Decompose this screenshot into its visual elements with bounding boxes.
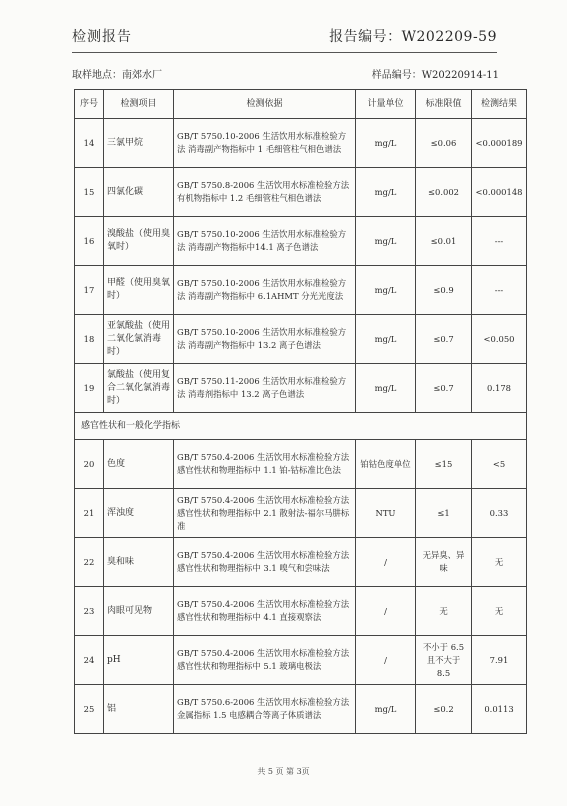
cell-result: --- xyxy=(472,266,527,315)
table-row xyxy=(75,266,527,315)
cell-item: 三氯甲烷 xyxy=(104,119,174,168)
cell-limit: 不小于 6.5 且不大于 8.5 xyxy=(416,636,472,685)
cell-unit: / xyxy=(356,538,416,587)
cell-no: 25 xyxy=(75,685,104,734)
col-header-no: 序号 xyxy=(75,90,104,119)
cell-limit: ≤0.01 xyxy=(416,217,472,266)
document-title: 检测报告 xyxy=(72,29,132,45)
page-footer: 共 5 页 第 3页 xyxy=(257,767,310,776)
cell-limit: ≤1 xyxy=(416,489,472,538)
col-header-item: 检测项目 xyxy=(104,90,174,119)
cell-basis: GB/T 5750.4-2006 生活饮用水标准检验方法 感官性状和物理指标中 3.1 嗅气和尝味法 xyxy=(174,538,356,587)
cell-item: 溴酸盐（使用臭氧时） xyxy=(104,217,174,266)
cell-result: 无 xyxy=(472,587,527,636)
cell-unit: mg/L xyxy=(356,364,416,413)
cell-unit: mg/L xyxy=(356,315,416,364)
cell-no: 17 xyxy=(75,266,104,315)
cell-unit: mg/L xyxy=(356,217,416,266)
cell-item: pH xyxy=(104,636,174,685)
cell-result: 0.178 xyxy=(472,364,527,413)
table-row xyxy=(75,440,527,489)
cell-no: 15 xyxy=(75,168,104,217)
cell-limit: ≤0.9 xyxy=(416,266,472,315)
cell-unit: mg/L xyxy=(356,119,416,168)
cell-basis: GB/T 5750.11-2006 生活饮用水标准检验方法 消毒剂指标中 13.2 离子色谱法 xyxy=(174,364,356,413)
test-results-table xyxy=(74,89,527,734)
cell-basis: GB/T 5750.4-2006 生活饮用水标准检验方法 感官性状和物理指标中 5.1 玻璃电极法 xyxy=(174,636,356,685)
cell-limit: ≤0.06 xyxy=(416,119,472,168)
table-row xyxy=(75,217,527,266)
cell-basis: GB/T 5750.4-2006 生活饮用水标准检验方法 感官性状和物理指标中 4.1 直接观察法 xyxy=(174,587,356,636)
cell-basis: GB/T 5750.4-2006 生活饮用水标准检验方法 感官性状和物理指标中 2.1 散射法-福尔马肼标准 xyxy=(174,489,356,538)
cell-result: <0.000189 xyxy=(472,119,527,168)
cell-no: 19 xyxy=(75,364,104,413)
cell-limit: ≤0.7 xyxy=(416,364,472,413)
cell-result: <0.000148 xyxy=(472,168,527,217)
cell-limit: 无 xyxy=(416,587,472,636)
cell-item: 四氯化碳 xyxy=(104,168,174,217)
cell-basis: GB/T 5750.10-2006 生活饮用水标准检验方法 消毒副产物指标中 13.2 离子色谱法 xyxy=(174,315,356,364)
cell-no: 16 xyxy=(75,217,104,266)
table-row xyxy=(75,587,527,636)
col-header-limit: 标准限值 xyxy=(416,90,472,119)
cell-unit: / xyxy=(356,636,416,685)
cell-no: 23 xyxy=(75,587,104,636)
cell-item: 臭和味 xyxy=(104,538,174,587)
cell-unit: NTU xyxy=(356,489,416,538)
section-row xyxy=(75,413,527,440)
cell-result: <0.050 xyxy=(472,315,527,364)
report-number: 报告编号：W202209-59 xyxy=(329,29,497,45)
cell-limit: ≤0.002 xyxy=(416,168,472,217)
table-row xyxy=(75,364,527,413)
cell-item: 色度 xyxy=(104,440,174,489)
col-header-unit: 计量单位 xyxy=(356,90,416,119)
table-row xyxy=(75,685,527,734)
cell-unit: mg/L xyxy=(356,168,416,217)
cell-item: 铝 xyxy=(104,685,174,734)
cell-limit: 无异臭、异味 xyxy=(416,538,472,587)
table-row xyxy=(75,489,527,538)
table-row xyxy=(75,315,527,364)
cell-result: 无 xyxy=(472,538,527,587)
cell-limit: ≤15 xyxy=(416,440,472,489)
cell-unit: mg/L xyxy=(356,266,416,315)
cell-basis: GB/T 5750.4-2006 生活饮用水标准检验方法 感官性状和物理指标中 1.1 铂-钴标准比色法 xyxy=(174,440,356,489)
sample-number: 样品编号：W20220914-11 xyxy=(371,70,499,81)
cell-result: 0.33 xyxy=(472,489,527,538)
cell-no: 22 xyxy=(75,538,104,587)
report-header xyxy=(72,26,497,53)
cell-basis: GB/T 5750.10-2006 生活饮用水标准检验方法 消毒副产物指标中14.1 离子色谱法 xyxy=(174,217,356,266)
cell-no: 14 xyxy=(75,119,104,168)
sampling-location: 取样地点：南郊水厂 xyxy=(72,70,162,81)
cell-basis: GB/T 5750.10-2006 生活饮用水标准检验方法 消毒副产物指标中 6.1AHMT 分光光度法 xyxy=(174,266,356,315)
table-row xyxy=(75,538,527,587)
cell-basis: GB/T 5750.10-2006 生活饮用水标准检验方法 消毒副产物指标中 1 毛细管柱气相色谱法 xyxy=(174,119,356,168)
cell-no: 21 xyxy=(75,489,104,538)
cell-basis: GB/T 5750.6-2006 生活饮用水标准检验方法 金属指标 1.5 电感耦合等离子体质谱法 xyxy=(174,685,356,734)
cell-item: 甲醛（使用臭氧时） xyxy=(104,266,174,315)
cell-result: 7.91 xyxy=(472,636,527,685)
cell-basis: GB/T 5750.8-2006 生活饮用水标准检验方法 有机物指标中 1.2 毛细管柱气相色谱法 xyxy=(174,168,356,217)
cell-unit: / xyxy=(356,587,416,636)
cell-item: 亚氯酸盐（使用二氧化氯消毒时） xyxy=(104,315,174,364)
cell-limit: ≤0.2 xyxy=(416,685,472,734)
section-title: 感官性状和一般化学指标 xyxy=(75,413,527,440)
table-row xyxy=(75,636,527,685)
cell-no: 18 xyxy=(75,315,104,364)
cell-no: 24 xyxy=(75,636,104,685)
table-row xyxy=(75,119,527,168)
cell-result: --- xyxy=(472,217,527,266)
cell-item: 氯酸盐（使用复合二氧化氯消毒时） xyxy=(104,364,174,413)
cell-unit: mg/L xyxy=(356,685,416,734)
cell-result: <5 xyxy=(472,440,527,489)
table-header-row xyxy=(75,90,527,119)
col-header-result: 检测结果 xyxy=(472,90,527,119)
cell-unit: 铂钴色度单位 xyxy=(356,440,416,489)
table-row xyxy=(75,168,527,217)
col-header-basis: 检测依据 xyxy=(174,90,356,119)
cell-item: 浑浊度 xyxy=(104,489,174,538)
cell-limit: ≤0.7 xyxy=(416,315,472,364)
cell-item: 肉眼可见物 xyxy=(104,587,174,636)
cell-result: 0.0113 xyxy=(472,685,527,734)
cell-no: 20 xyxy=(75,440,104,489)
